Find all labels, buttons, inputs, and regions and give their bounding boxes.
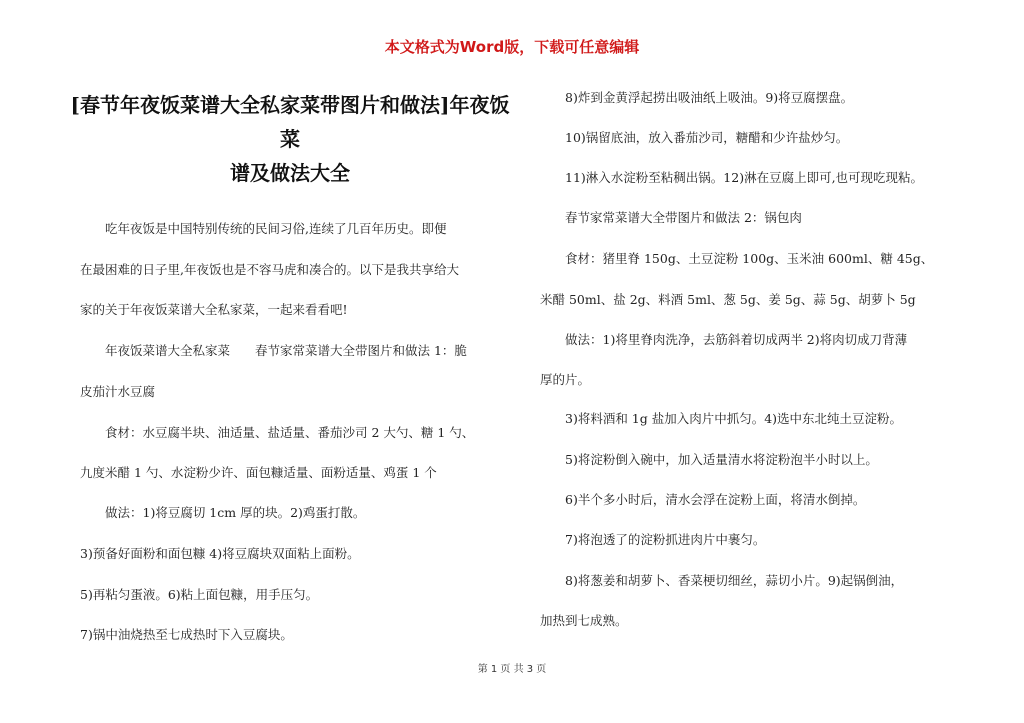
paragraph-line: 家的关于年夜饭菜谱大全私家菜，一起来看看吧! — [80, 302, 348, 317]
article-title-line-1: [春节年夜饭菜谱大全私家菜带图片和做法]年夜饭菜 — [70, 93, 510, 151]
paragraph-line: 3)将料酒和 1g 盐加入肉片中抓匀。4)选中东北纯土豆淀粉。 — [540, 411, 903, 426]
document-banner: 本文格式为Word版，下载可任意编辑 — [384, 38, 640, 56]
article-title-line-2: 谱及做法大全 — [230, 161, 350, 185]
paragraph-line: 8)炸到金黄浮起捞出吸油纸上吸油。9)将豆腐摆盘。 — [540, 90, 854, 105]
paragraph-line: 皮茄汁水豆腐 — [80, 384, 156, 399]
paragraph-line: 5)将淀粉倒入碗中，加入适量清水将淀粉泡半小时以上。 — [540, 452, 878, 467]
paragraph-line: 加热到七成熟。 — [540, 613, 628, 628]
paragraph-line: 年夜饭菜谱大全私家菜 春节家常菜谱大全带图片和做法 1：脆 — [80, 343, 467, 358]
paragraph-line: 厚的片。 — [540, 372, 591, 387]
paragraph-line: 春节家常菜谱大全带图片和做法 2：锅包肉 — [540, 210, 802, 225]
paragraph-line: 10)锅留底油，放入番茄沙司，糖醋和少许盐炒匀。 — [540, 130, 849, 145]
article-title — [62, 88, 518, 190]
paragraph-line: 吃年夜饭是中国特别传统的民间习俗,连续了几百年历史。即便 — [80, 221, 447, 236]
paragraph-line: 8)将葱姜和胡萝卜、香菜梗切细丝，蒜切小片。9)起锅倒油， — [540, 573, 904, 588]
paragraph-line: 3)预备好面粉和面包糠 4)将豆腐块双面粘上面粉。 — [80, 546, 360, 561]
paragraph-line: 做法：1)将里脊肉洗净，去筋斜着切成两半 2)将肉切成刀背薄 — [540, 332, 908, 347]
paragraph-line: 11)淋入水淀粉至粘稠出锅。12)淋在豆腐上即可,也可现吃现粘。 — [540, 170, 924, 185]
paragraph-line: 做法：1)将豆腐切 1cm 厚的块。2)鸡蛋打散。 — [80, 505, 366, 520]
paragraph-line: 食材：猪里脊 150g、土豆淀粉 100g、玉米油 600ml、糖 45g、 — [540, 251, 934, 266]
page-number: 第 1 页 共 3 页 — [477, 664, 547, 675]
paragraph-line: 食材：水豆腐半块、油适量、盐适量、番茄沙司 2 大勺、糖 1 勺、 — [80, 425, 475, 440]
paragraph-line: 7)锅中油烧热至七成热时下入豆腐块。 — [80, 627, 293, 642]
paragraph-line: 九度米醋 1 勺、水淀粉少许、面包糠适量、面粉适量、鸡蛋 1 个 — [80, 465, 437, 480]
paragraph-line: 在最困难的日子里,年夜饭也是不容马虎和凑合的。以下是我共享给大 — [80, 262, 459, 277]
paragraph-line: 6)半个多小时后，清水会浮在淀粉上面，将清水倒掉。 — [540, 492, 866, 507]
paragraph-line: 7)将泡透了的淀粉抓进肉片中裹匀。 — [540, 532, 766, 547]
paragraph-line: 米醋 50ml、盐 2g、料酒 5ml、葱 5g、姜 5g、蒜 5g、胡萝卜 5g — [540, 292, 916, 307]
paragraph-line: 5)再粘匀蛋液。6)粘上面包糠，用手压匀。 — [80, 587, 319, 602]
